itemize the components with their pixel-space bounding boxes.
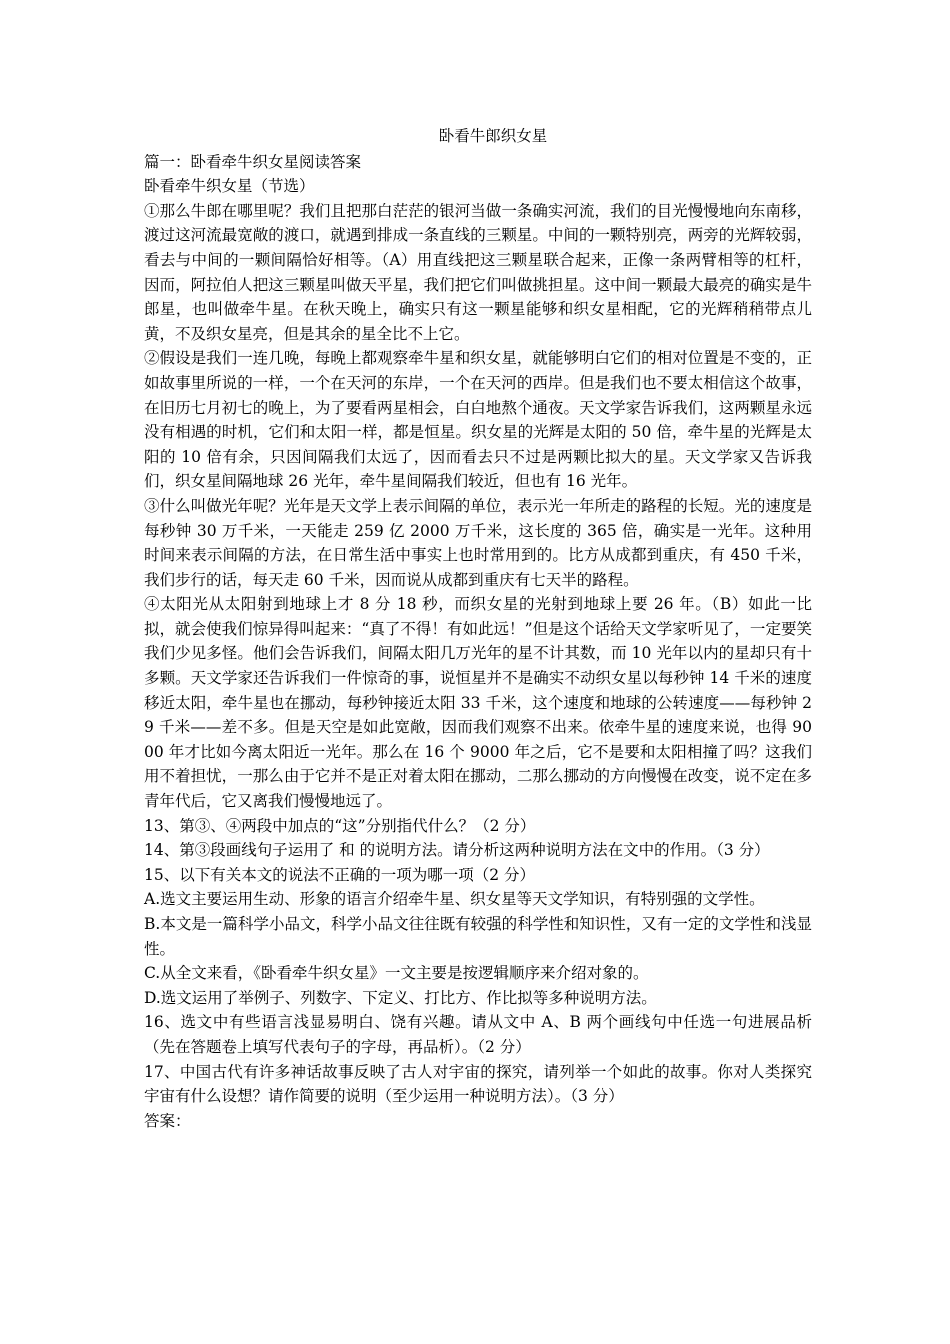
question-17: 17、中国古代有许多神话故事反映了古人对宇宙的探究，请列举一个如此的故事。你对人类探究宇宙有什么设想？请作简要的说明（至少运用一种说明方法）。（3 分）	[144, 1062, 812, 1106]
paragraph-1: ①那么牛郎在哪里呢？我们且把那白茫茫的银河当做一条确实河流，我们的目光慢慢地向东南移，渡过这河流最宽敞的渡口，就遇到排成一条直线的三颗星。中间的一颗特别亮，两旁的光辉较弱，看去与中间的一颗间隔恰好相等。（A）用直线把这三颗星联合起来，正像一条两臂相等的杠杆，因而，阿拉伯人把这三颗星叫做天平星，我们把它们叫做挑担星。这中间一颗最大最亮的确实是牛郎星，也叫做牵牛星。在秋天晚上，确实只有这一颗星能够和织女星相配，它的光辉稍稍带点儿黄，不及织女星亮，但是其余的星全比不上它。	[144, 201, 812, 343]
option-d: D.选文运用了举例子、列数字、下定义、打比方、作比拟等多种说明方法。	[144, 988, 657, 1007]
question-13: 13、第③、④两段中加点的“这”分别指代什么？（2 分）	[144, 816, 536, 835]
answer-label: 答案：	[144, 1111, 191, 1130]
document-title: 卧看牛郎织女星	[438, 127, 548, 145]
paragraph-2: ②假设是我们一连几晚，每晚上都观察牵牛星和织女星，就能够明白它们的相对位置是不变的，正如故事里所说的一样，一个在天河的东岸，一个在天河的西岸。但是我们也不要太相信这个故事，在旧历七月初七的晚上，为了要看两星相会，白白地熬个通夜。天文学家告诉我们，这两颗星永远没有相遇的时机，它们和太阳一样，都是恒星。织女星的光辉是太阳的 50 倍，牵牛星的光辉是太阳的 10 倍有余，只因间隔我们太远了，因而看去只不过是两颗比拟大的星。天文学家又告诉我们，织女星间隔地球 26 光年，牵牛星间隔我们较近，但也有 16 光年。	[144, 349, 812, 491]
paragraph-4: ④太阳光从太阳射到地球上才 8 分 18 秒，而织女星的光射到地球上要 26 年。（B）如此一比拟，就会使我们惊异得叫起来：“真了不得！有如此远！”但是这个话给天文学家听见了，一定要笑我们少见多怪。他们会告诉我们，间隔太阳几万光年的星不计其数，而 10 光年以内的星却只有十多颗。天文学家还告诉我们一件惊奇的事，说恒星并不是确实不动织女星以每秒钟 14 千米的速度移近太阳，牵牛星也在挪动，每秒钟接近太阳 33 千米，这个速度和地球的公转速度——每秒钟 29 千米——差不多。但是天空是如此宽敞，因而我们观察不出来。依牵牛星的速度来说，也得 9000 年才比如今离太阳近一光年。那么在 16 个 9000 年之后，它不是要和太阳相撞了吗？这我们用不着担忧，一那么由于它并不是正对着太阳在挪动，二那么挪动的方向慢慢在改变，说不定在多青年代后，它又离我们慢慢地远了。	[144, 595, 812, 811]
paragraph-3: ③什么叫做光年呢？光年是天文学上表示间隔的单位，表示光一年所走的路程的长短。光的速度是每秒钟 30 万千米，一天能走 259 亿 2000 万千米，这长度的 365 倍，确实是一光年。这种用时间来表示间隔的方法，在日常生活中事实上也时常用到的。比方从成都到重庆，有 450 千米，我们步行的话，每天走 60 千米，因而说从成都到重庆有七天半的路程。	[144, 496, 812, 589]
option-a: A.选文主要运用生动、形象的语言介绍牵牛星、织女星等天文学知识，有特别强的文学性。	[144, 890, 765, 909]
question-14: 14、第③段画线句子运用了 和 的说明方法。请分析这两种说明方法在文中的作用。（3 分）	[144, 841, 770, 860]
question-15: 15、以下有关本文的说法不正确的一项为哪一项（2 分）	[144, 865, 536, 884]
document-page	[144, 124, 812, 1133]
option-c: C.从全文来看，《卧看牵牛织女星》一文主要是按逻辑顺序来介绍对象的。	[144, 964, 649, 983]
section-heading: 篇一：卧看牵牛织女星阅读答案	[144, 152, 362, 171]
question-16: 16、选文中有些语言浅显易明白、饶有兴趣。请从文中 A、B 两个画线句中任选一句进展品析（先在答题卷上填写代表句子的字母，再品析）。（2 分）	[144, 1013, 812, 1056]
article-subtitle: 卧看牵牛织女星（节选）	[144, 177, 315, 196]
option-b: B.本文是一篇科学小品文，科学小品文往往既有较强的科学性和知识性，又有一定的文学性和浅显性。	[144, 915, 812, 958]
